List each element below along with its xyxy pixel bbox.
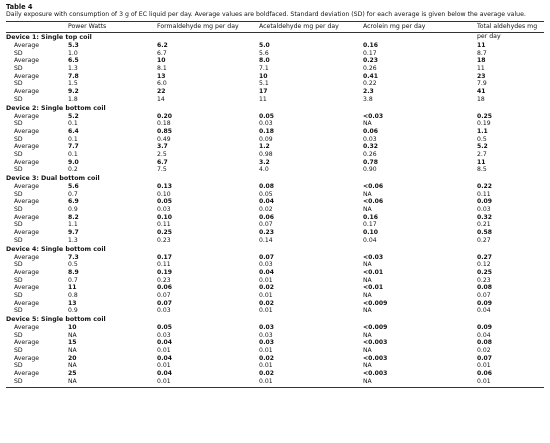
row-label-cell: Average — [14, 183, 40, 190]
device-group-title: Device 3: Dual bottom coil — [6, 175, 100, 182]
row-label-cell: SD — [14, 236, 23, 244]
table-cell: 0.25 — [477, 112, 493, 120]
table-cell: 0.27 — [477, 236, 491, 244]
table-row — [6, 73, 544, 81]
table-cell: 6.0 — [157, 80, 167, 88]
row-label-cell: Average — [14, 88, 40, 96]
table-label: Table 4 — [6, 3, 33, 11]
table-cell: 0.07 — [259, 253, 275, 261]
table-cell: 1.5 — [68, 80, 78, 88]
row-label-cell: Average — [14, 158, 40, 166]
row-label-cell: SD — [14, 377, 23, 385]
table-cell: 0.8 — [68, 291, 78, 299]
row-label-cell: SD — [14, 307, 23, 315]
table-cell: NA — [363, 261, 372, 269]
table-cell: 0.5 — [477, 135, 487, 143]
row-label-cell: Average — [14, 143, 40, 151]
table-cell: 0.32 — [363, 143, 379, 151]
table-cell: 0.07 — [477, 291, 491, 299]
table-cell: 11 — [68, 284, 77, 292]
device-group-title: Device 4: Single bottom coil — [6, 245, 106, 253]
table-cell: 0.58 — [477, 229, 493, 237]
table-row — [6, 159, 544, 167]
row-label-cell: SD — [14, 362, 23, 370]
table-row — [6, 277, 544, 285]
table-cell: <0.003 — [363, 339, 388, 347]
table-cell: 0.08 — [477, 339, 493, 347]
row-label-cell: SD — [14, 80, 23, 88]
column-header-acrolein: Acrolein mg per day — [363, 23, 426, 30]
table-cell: 10 — [259, 72, 268, 80]
table-row — [6, 42, 544, 50]
table-cell: 0.25 — [157, 229, 173, 237]
table-row — [6, 191, 544, 199]
table-cell: 5.1 — [259, 80, 269, 88]
table-row — [6, 292, 544, 300]
row-label-cell: Average — [14, 354, 40, 362]
table-cell: 0.05 — [157, 198, 173, 206]
table-cell: 7.9 — [477, 80, 487, 88]
table-cell: 0.09 — [259, 135, 273, 143]
row-label-cell: SD — [14, 221, 23, 229]
table-cell: 17 — [259, 88, 268, 96]
table-cell: 15 — [68, 339, 77, 347]
table-cell: 0.23 — [477, 276, 491, 284]
table-cell: 0.03 — [157, 206, 171, 214]
table-cell: 5.0 — [259, 42, 270, 49]
table-cell: 5.3 — [68, 42, 79, 49]
table-cell: 0.32 — [477, 213, 493, 221]
table-cell: 0.09 — [477, 198, 493, 206]
table-cell: 0.9 — [68, 206, 78, 214]
column-header-blank — [6, 22, 58, 32]
table-cell: 0.41 — [363, 72, 379, 80]
table-cell: 2.3 — [363, 88, 374, 96]
table-cell: 0.07 — [477, 354, 493, 362]
table-row — [6, 339, 544, 347]
table-cell: 1.1 — [477, 127, 488, 135]
table-cell: <0.003 — [363, 370, 388, 378]
table-cell: 5.2 — [477, 143, 488, 151]
table-cell: 11 — [477, 158, 486, 166]
table-row — [6, 136, 544, 144]
table-cell: 0.98 — [259, 150, 273, 158]
table-cell: NA — [68, 377, 77, 385]
table-row — [6, 300, 544, 308]
row-label-cell: SD — [14, 331, 23, 339]
table-cell: 3.7 — [157, 143, 168, 151]
table-cell: 7.3 — [68, 253, 79, 261]
table-cell: 0.01 — [157, 347, 171, 355]
table-cell: 0.03 — [259, 331, 273, 339]
table-cell: 0.01 — [477, 377, 491, 385]
table-cell: 11 — [477, 42, 486, 49]
table-cell: 0.10 — [157, 213, 173, 221]
table-cell: 0.18 — [157, 120, 171, 128]
table-cell: 0.02 — [259, 354, 275, 362]
table-cell: 0.03 — [157, 307, 171, 315]
table-cell: 8.0 — [259, 57, 270, 65]
table-cell: 9.7 — [68, 229, 79, 237]
table-cell: 1.2 — [259, 143, 270, 151]
table-cell: 6.4 — [68, 127, 79, 135]
table-cell: 18 — [477, 95, 485, 103]
table-cell: 0.1 — [68, 135, 78, 143]
table-cell: 0.85 — [157, 127, 173, 135]
table-cell: 8.7 — [477, 49, 487, 57]
row-label-cell: SD — [14, 261, 23, 269]
table-cell: NA — [363, 347, 372, 355]
table-cell: 0.19 — [477, 120, 491, 128]
table-cell: NA — [363, 190, 372, 198]
table-cell: 4.0 — [259, 166, 269, 174]
table-cell: 5.6 — [259, 49, 269, 57]
table-cell: 0.08 — [259, 183, 275, 190]
table-row — [6, 269, 544, 277]
table-cell: 8.2 — [68, 213, 79, 221]
table-cell: 0.17 — [363, 49, 377, 57]
table-cell: 10 — [68, 324, 77, 331]
row-label-cell: Average — [14, 299, 40, 307]
table-row — [6, 378, 544, 386]
table-cell: 0.01 — [259, 307, 273, 315]
table-cell: 0.10 — [363, 229, 379, 237]
table-cell: 0.03 — [363, 135, 377, 143]
table-cell: 0.13 — [157, 183, 173, 190]
table-row — [6, 88, 544, 96]
table-cell: 3.8 — [363, 95, 373, 103]
table-cell: 3.2 — [259, 158, 270, 166]
table-cell: 0.07 — [157, 299, 173, 307]
table-cell: 0.16 — [363, 213, 379, 221]
table-cell: 0.01 — [259, 377, 273, 385]
row-label-cell: Average — [14, 229, 40, 237]
table-cell: NA — [68, 331, 77, 339]
table-cell: 0.01 — [477, 362, 491, 370]
table-row — [6, 166, 544, 174]
table-cell: 0.04 — [477, 331, 491, 339]
table-cell: 0.03 — [157, 331, 171, 339]
table-cell: 7.7 — [68, 143, 79, 151]
row-label-cell: Average — [14, 213, 40, 221]
table-row — [6, 355, 544, 363]
table-cell: <0.03 — [363, 253, 384, 261]
table-cell: <0.01 — [363, 268, 384, 276]
row-label-cell: SD — [14, 120, 23, 128]
table-row — [6, 307, 544, 315]
table-cell: 0.02 — [477, 347, 491, 355]
table-cell: 41 — [477, 88, 486, 96]
table-row — [6, 80, 544, 88]
table-row — [6, 332, 544, 340]
table-cell: 0.22 — [363, 80, 377, 88]
table-row — [6, 50, 544, 58]
row-label-cell: Average — [14, 284, 40, 292]
table-cell: 0.02 — [259, 370, 275, 378]
table-cell: NA — [363, 331, 372, 339]
table-cell: 0.11 — [157, 221, 171, 229]
row-label-cell: Average — [14, 370, 40, 378]
table-row — [6, 221, 544, 229]
table-cell: 2.7 — [477, 150, 487, 158]
table-cell: NA — [363, 120, 372, 128]
table-cell: 0.05 — [259, 190, 273, 198]
column-header-formaldehyde: Formaldehyde mg per day — [157, 23, 239, 30]
table-cell: 0.04 — [259, 198, 275, 206]
table-cell: 0.02 — [259, 206, 273, 214]
table-cell: 0.2 — [68, 166, 78, 174]
table-cell: 0.14 — [259, 236, 273, 244]
row-label-cell: SD — [14, 166, 23, 174]
table-cell: 0.04 — [477, 307, 491, 315]
table-row — [6, 362, 544, 370]
table-cell: 0.7 — [68, 190, 78, 198]
table-cell: 6.7 — [157, 158, 168, 166]
table-cell: 0.25 — [477, 268, 493, 276]
table-row — [6, 254, 544, 262]
table-cell: 0.11 — [477, 190, 491, 198]
table-cell: 20 — [68, 354, 77, 362]
table-cell: <0.003 — [363, 354, 388, 362]
table-row — [6, 65, 544, 73]
table-cell: 11 — [477, 65, 485, 73]
table-cell: 0.11 — [157, 261, 171, 269]
table-cell: NA — [363, 377, 372, 385]
table-row — [6, 113, 544, 121]
table-cell: 7.8 — [68, 72, 79, 80]
row-label-cell: SD — [14, 206, 23, 214]
table-cell: NA — [68, 362, 77, 370]
table-cell: 0.01 — [157, 377, 171, 385]
table-cell: 13 — [68, 299, 77, 307]
table-cell: 0.03 — [259, 324, 275, 331]
table-cell: 5.2 — [68, 112, 79, 120]
table-cell: 0.04 — [363, 236, 377, 244]
device-group-title: Device 2: Single bottom coil — [6, 104, 106, 112]
table-cell: NA — [363, 362, 372, 370]
table-cell: 8.9 — [68, 268, 79, 276]
table-cell: NA — [363, 276, 372, 284]
table-cell: 18 — [477, 57, 486, 65]
table-cell: 0.7 — [68, 276, 78, 284]
row-label-cell: Average — [14, 253, 40, 261]
table-cell: 1.3 — [68, 236, 78, 244]
row-label-cell: SD — [14, 291, 23, 299]
table-row — [6, 214, 544, 222]
table-cell: 0.06 — [157, 284, 173, 292]
table-cell: 0.02 — [259, 284, 275, 292]
table-cell: 0.23 — [157, 276, 171, 284]
table-cell: 0.03 — [259, 339, 275, 347]
table-bottom-rule — [6, 387, 544, 388]
table-cell: 0.26 — [363, 150, 377, 158]
table-cell: 0.1 — [68, 150, 78, 158]
row-label-cell: SD — [14, 95, 23, 103]
table-row — [6, 206, 544, 214]
table-cell: 14 — [157, 95, 165, 103]
table-row — [6, 229, 544, 237]
table-cell: 0.04 — [157, 354, 173, 362]
table-cell: 0.04 — [259, 268, 275, 276]
table-cell: 0.21 — [477, 221, 491, 229]
table-row — [6, 128, 544, 136]
table-cell: 0.08 — [477, 284, 493, 292]
table-row — [6, 347, 544, 355]
table-cell: 0.27 — [477, 253, 493, 261]
table-row — [6, 324, 544, 332]
table-cell: NA — [363, 307, 372, 315]
table-cell: 0.16 — [363, 42, 379, 49]
table-cell: 0.5 — [68, 261, 78, 269]
table-cell: 0.9 — [68, 307, 78, 315]
table-cell: 0.18 — [259, 127, 275, 135]
table-cell: 0.17 — [157, 253, 173, 261]
table-row — [6, 96, 544, 104]
table-cell: 9.2 — [68, 88, 79, 96]
table-cell: 0.09 — [477, 299, 493, 307]
table-cell: 8.5 — [477, 166, 487, 174]
device-group-title: Device 1: Single top coil — [6, 34, 92, 41]
table-cell: 6.5 — [68, 57, 79, 65]
table-row — [6, 57, 544, 65]
row-label-cell: Average — [14, 127, 40, 135]
row-label-cell: Average — [14, 112, 40, 120]
table-cell: 1.0 — [68, 49, 78, 57]
table-cell: 11 — [259, 95, 267, 103]
row-label-cell: Average — [14, 198, 40, 206]
row-label-cell: SD — [14, 65, 23, 73]
table-row — [6, 198, 544, 206]
table-cell: NA — [363, 206, 372, 214]
table-cell: 0.01 — [157, 362, 171, 370]
table-cell: <0.06 — [363, 183, 384, 190]
table-body — [6, 34, 544, 388]
table-cell: 0.05 — [259, 112, 275, 120]
table-cell: 0.17 — [363, 221, 377, 229]
row-label-cell: SD — [14, 135, 23, 143]
table-cell: 6.2 — [157, 42, 168, 49]
table-cell: 0.01 — [259, 291, 273, 299]
table-cell: 6.7 — [157, 49, 167, 57]
table-cell: <0.009 — [363, 299, 388, 307]
table-cell: 6.9 — [68, 198, 79, 206]
table-cell: <0.03 — [363, 112, 384, 120]
table-cell: 0.07 — [259, 221, 273, 229]
row-label-cell: Average — [14, 324, 40, 331]
table-cell: 7.5 — [157, 166, 167, 174]
table-row — [6, 120, 544, 128]
table-cell: 1.3 — [68, 65, 78, 73]
table-cell: 0.06 — [259, 213, 275, 221]
table-row — [6, 183, 544, 191]
table-cell: 0.06 — [477, 370, 493, 378]
table-cell: 0.78 — [363, 158, 379, 166]
row-label-cell: SD — [14, 190, 23, 198]
table-cell: 0.20 — [157, 112, 173, 120]
row-label-cell: SD — [14, 276, 23, 284]
table-cell: 0.12 — [477, 261, 491, 269]
table-cell: 0.01 — [259, 276, 273, 284]
table-cell: 10 — [157, 57, 166, 65]
table-cell: NA — [68, 347, 77, 355]
table-cell: 8.1 — [157, 65, 167, 73]
table-cell: 2.5 — [157, 150, 167, 158]
table-header-rule — [6, 32, 544, 33]
table-row — [6, 237, 544, 245]
table-cell: 13 — [157, 72, 166, 80]
table-cell: 0.23 — [157, 236, 171, 244]
table-caption: Daily exposure with consumption of 3 g of EC liquid per day. Average values are boldfaced. Standard deviation (SD) for each average is given below the average value. — [6, 11, 526, 18]
row-label-cell: Average — [14, 339, 40, 347]
column-header-acetaldehyde: Acetaldehyde mg per day — [259, 23, 339, 30]
table-cell: <0.01 — [363, 284, 384, 292]
row-label-cell: SD — [14, 150, 23, 158]
table-cell: 0.04 — [157, 339, 173, 347]
table-cell: 0.01 — [259, 347, 273, 355]
table-cell: 0.26 — [363, 65, 377, 73]
table-cell: 0.23 — [363, 57, 379, 65]
table-row — [6, 261, 544, 269]
table-cell: 0.09 — [477, 324, 493, 331]
column-header-total-aldehydes: Total aldehydes mg per day — [477, 23, 538, 40]
table-cell: 0.07 — [157, 291, 171, 299]
row-label-cell: Average — [14, 57, 40, 65]
table-row — [6, 143, 544, 151]
table-cell: 0.05 — [157, 324, 173, 331]
table-row — [6, 284, 544, 292]
device-group-title: Device 5: Single bottom coil — [6, 316, 106, 323]
table-cell: 0.01 — [259, 362, 273, 370]
table-cell: 0.23 — [259, 229, 275, 237]
table-cell: 1.1 — [68, 221, 78, 229]
table-cell: <0.009 — [363, 324, 388, 331]
row-label-cell: Average — [14, 72, 40, 80]
table-cell: 7.1 — [259, 65, 269, 73]
table-cell: 22 — [157, 88, 166, 96]
table-cell: 9.0 — [68, 158, 79, 166]
table-cell: 0.22 — [477, 183, 493, 190]
table-cell: 0.04 — [157, 370, 173, 378]
table-cell: 0.06 — [363, 127, 379, 135]
row-label-cell: SD — [14, 347, 23, 355]
table-cell: 1.8 — [68, 95, 78, 103]
table-cell: 0.02 — [259, 299, 275, 307]
table-row — [6, 151, 544, 159]
column-header-power: Power Watts — [68, 23, 107, 30]
table-cell: 0.03 — [259, 120, 273, 128]
table-row — [6, 370, 544, 378]
table-cell: 0.10 — [157, 190, 171, 198]
table-cell: 25 — [68, 370, 77, 378]
row-label-cell: Average — [14, 42, 40, 49]
table-cell: 0.19 — [157, 268, 173, 276]
table-cell: NA — [363, 291, 372, 299]
table-cell: 0.03 — [259, 261, 273, 269]
table-cell: 0.90 — [363, 166, 377, 174]
table-cell: 23 — [477, 72, 486, 80]
table-cell: 0.03 — [477, 206, 491, 214]
row-label-cell: SD — [14, 49, 23, 57]
row-label-cell: Average — [14, 268, 40, 276]
table-cell: 0.49 — [157, 135, 171, 143]
table-cell: <0.06 — [363, 198, 384, 206]
table-cell: 5.6 — [68, 183, 79, 190]
table-cell: 0.1 — [68, 120, 78, 128]
